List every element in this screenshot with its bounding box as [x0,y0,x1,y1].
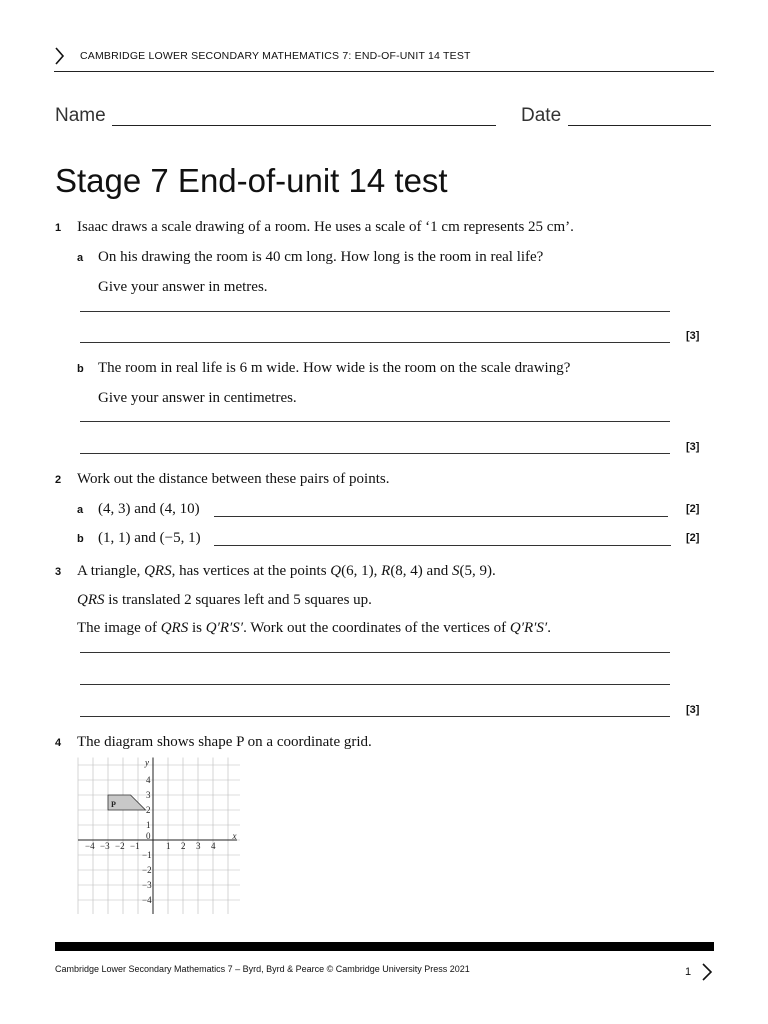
next-page-icon[interactable] [700,961,714,983]
date-field[interactable] [568,125,711,126]
coordinate-grid [77,754,245,919]
x-tick-label: −3 [100,841,110,851]
page-number: 1 [685,966,692,978]
y-tick-label: 4 [146,775,151,785]
y-tick-label: −1 [142,850,152,860]
x-tick-label: 4 [211,841,216,851]
y-tick-label: −3 [142,880,152,890]
page-title: Stage 7 End-of-unit 14 test [55,162,448,199]
question-number: 3 [55,566,62,578]
y-tick-label: −2 [142,865,152,875]
question-1a-text: On his drawing the room is 40 cm long. How long is the room in real life? [98,249,544,265]
y-tick-label: 1 [146,820,151,830]
answer-line[interactable] [80,311,670,312]
question-1-text: Isaac draws a scale drawing of a room. He uses a scale of ‘1 cm represents 25 cm’. [77,219,574,235]
x-tick-label: 1 [166,841,171,851]
question-3-line-1: A triangle, QRS, has vertices at the points Q(6, 1), R(8, 4) and S(5, 9). [77,563,496,579]
chevron-right-icon [54,46,66,66]
question-2b-text: (1, 1) and (−5, 1) [98,530,201,546]
y-tick-label: 2 [146,805,151,815]
answer-line[interactable] [214,545,671,546]
question-3-line-2: QRS is translated 2 squares left and 5 squares up. [77,592,372,608]
part-label: b [77,363,84,375]
x-tick-label: −2 [115,841,125,851]
answer-line[interactable] [80,716,670,717]
part-label: a [77,504,84,516]
x-tick-label: 2 [181,841,186,851]
marks-label: [2] [686,503,700,515]
header-title: CAMBRIDGE LOWER SECONDARY MATHEMATICS 7: END-OF-UNIT 14 TEST [80,50,471,62]
question-2-text: Work out the distance between these pairs of points. [77,471,390,487]
question-1b-instruction: Give your answer in centimetres. [98,390,297,406]
footer-bar [55,942,714,951]
question-1a-instruction: Give your answer in metres. [98,279,268,295]
shape-p-label: P [111,800,116,809]
marks-label: [2] [686,532,700,544]
origin-label: 0 [146,831,151,841]
question-number: 2 [55,474,62,486]
question-number: 1 [55,222,62,234]
part-label: a [77,252,84,264]
y-axis-label: y [145,757,149,768]
answer-line[interactable] [80,684,670,685]
footer-copyright: Cambridge Lower Secondary Mathematics 7 – Byrd, Byrd & Pearce © Cambridge University Press 2021 [55,964,470,974]
x-axis-label: x [232,831,237,841]
y-tick-label: 3 [146,790,151,800]
x-tick-label: −1 [130,841,140,851]
x-tick-label: 3 [196,841,201,851]
question-2a-text: (4, 3) and (4, 10) [98,501,200,517]
header-divider [54,71,714,72]
answer-line[interactable] [80,453,670,454]
marks-label: [3] [686,441,700,453]
answer-line[interactable] [80,342,670,343]
marks-label: [3] [686,704,700,716]
y-tick-label: −4 [142,895,152,905]
question-3-line-3: The image of QRS is Q′R′S′. Work out the coordinates of the vertices of Q′R′S′. [77,620,551,636]
date-label: Date [521,105,562,126]
marks-label: [3] [686,330,700,342]
question-number: 4 [55,737,62,749]
coordinate-grid-svg [77,754,245,914]
part-label: b [77,533,84,545]
answer-line[interactable] [80,421,670,422]
question-1b-text: The room in real life is 6 m wide. How wide is the room on the scale drawing? [98,360,571,376]
x-tick-label: −4 [85,841,95,851]
name-field[interactable] [112,125,496,126]
name-label: Name [55,105,106,126]
answer-line[interactable] [214,516,668,517]
question-4-text: The diagram shows shape P on a coordinate grid. [77,734,372,750]
answer-line[interactable] [80,652,670,653]
